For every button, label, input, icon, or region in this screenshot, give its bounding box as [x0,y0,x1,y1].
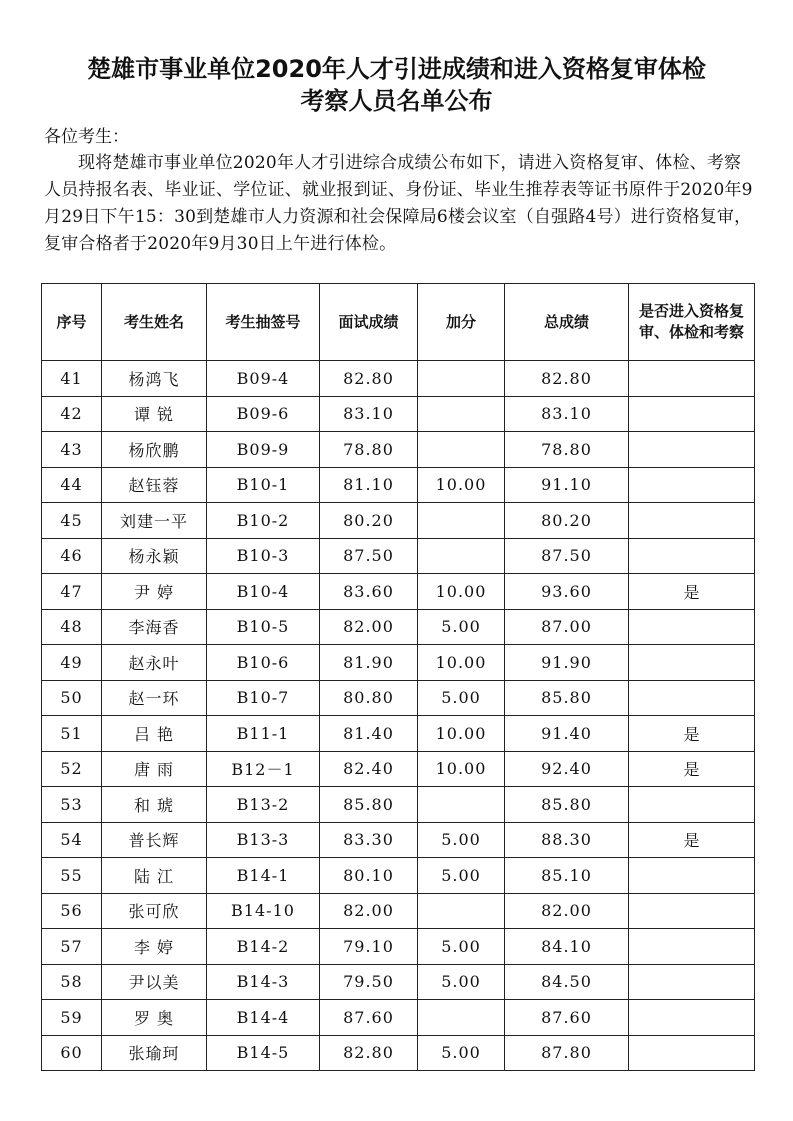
header-status: 是否进入资格复审、体检和考察 [629,284,755,361]
cell-interview: 83.10 [320,396,418,432]
cell-ticket: B10-2 [207,503,320,539]
cell-ticket: B12－1 [207,751,320,787]
table-row [42,929,755,965]
cell-interview: 82.00 [320,609,418,645]
table-row [42,467,755,503]
cell-seq: 52 [42,751,102,787]
header-bonus: 加分 [418,284,505,361]
cell-total: 91.10 [505,467,629,503]
cell-interview: 81.40 [320,716,418,752]
table-row [42,396,755,432]
cell-bonus [418,396,505,432]
cell-status [629,1000,755,1036]
page-title: 楚雄市事业单位2020年人才引进成绩和进入资格复审体检 [87,55,706,83]
cell-ticket: B14-2 [207,929,320,965]
cell-name: 赵永叶 [102,645,207,681]
cell-total: 85.80 [505,787,629,823]
cell-status [629,503,755,539]
cell-status [629,538,755,574]
cell-seq: 59 [42,1000,102,1036]
cell-status: 是 [629,716,755,752]
header-row [42,284,755,361]
table-row [42,716,755,752]
cell-total: 85.10 [505,858,629,894]
cell-interview: 80.80 [320,680,418,716]
cell-total: 84.50 [505,964,629,1000]
cell-seq: 48 [42,609,102,645]
cell-name: 杨鸿飞 [102,361,207,397]
cell-bonus: 10.00 [418,716,505,752]
cell-total: 91.40 [505,716,629,752]
cell-interview: 81.90 [320,645,418,681]
header-name: 考生姓名 [102,284,207,361]
cell-total: 87.50 [505,538,629,574]
table-row [42,1035,755,1071]
cell-bonus: 10.00 [418,645,505,681]
cell-interview: 82.80 [320,361,418,397]
table-row [42,680,755,716]
cell-total: 83.10 [505,396,629,432]
cell-bonus [418,432,505,468]
cell-status: 是 [629,751,755,787]
table-row [42,432,755,468]
cell-total: 87.80 [505,1035,629,1071]
table-row [42,574,755,610]
cell-ticket: B14-4 [207,1000,320,1036]
cell-bonus: 10.00 [418,467,505,503]
cell-name: 李海香 [102,609,207,645]
score-table [41,283,755,1071]
cell-total: 92.40 [505,751,629,787]
cell-seq: 49 [42,645,102,681]
cell-status [629,432,755,468]
cell-interview: 82.80 [320,1035,418,1071]
cell-seq: 53 [42,787,102,823]
cell-name: 唐 雨 [102,751,207,787]
table-row [42,609,755,645]
table-row [42,822,755,858]
table-row [42,645,755,681]
cell-status [629,893,755,929]
cell-status [629,858,755,894]
cell-name: 谭 锐 [102,396,207,432]
cell-status [629,361,755,397]
cell-seq: 56 [42,893,102,929]
cell-ticket: B14-3 [207,964,320,1000]
cell-interview: 82.00 [320,893,418,929]
table-row [42,751,755,787]
cell-name: 尹 婷 [102,574,207,610]
cell-total: 85.80 [505,680,629,716]
cell-seq: 54 [42,822,102,858]
cell-interview: 80.20 [320,503,418,539]
table-row [42,538,755,574]
cell-bonus [418,538,505,574]
cell-bonus [418,893,505,929]
table-row [42,893,755,929]
header-interview: 面试成绩 [320,284,418,361]
cell-bonus: 5.00 [418,858,505,894]
table-row [42,787,755,823]
cell-ticket: B10-5 [207,609,320,645]
cell-seq: 47 [42,574,102,610]
cell-ticket: B13-2 [207,787,320,823]
cell-interview: 78.80 [320,432,418,468]
cell-status [629,964,755,1000]
cell-name: 罗 奥 [102,1000,207,1036]
cell-bonus: 5.00 [418,929,505,965]
cell-total: 78.80 [505,432,629,468]
cell-total: 80.20 [505,503,629,539]
cell-status [629,609,755,645]
cell-ticket: B10-6 [207,645,320,681]
cell-total: 84.10 [505,929,629,965]
cell-bonus: 5.00 [418,964,505,1000]
cell-ticket: B09-4 [207,361,320,397]
cell-status: 是 [629,822,755,858]
cell-total: 82.80 [505,361,629,397]
header-total: 总成绩 [505,284,629,361]
cell-name: 杨永颖 [102,538,207,574]
cell-ticket: B09-9 [207,432,320,468]
cell-seq: 51 [42,716,102,752]
cell-ticket: B10-7 [207,680,320,716]
cell-interview: 85.80 [320,787,418,823]
cell-total: 91.90 [505,645,629,681]
cell-status [629,1035,755,1071]
cell-status [629,396,755,432]
cell-name: 普长辉 [102,822,207,858]
cell-interview: 83.60 [320,574,418,610]
cell-seq: 44 [42,467,102,503]
table-row [42,964,755,1000]
cell-seq: 43 [42,432,102,468]
cell-seq: 42 [42,396,102,432]
cell-status [629,645,755,681]
cell-bonus: 10.00 [418,751,505,787]
cell-name: 陆 江 [102,858,207,894]
cell-interview: 82.40 [320,751,418,787]
cell-total: 87.00 [505,609,629,645]
cell-name: 杨欣鹏 [102,432,207,468]
cell-seq: 46 [42,538,102,574]
cell-name: 张可欣 [102,893,207,929]
cell-seq: 58 [42,964,102,1000]
cell-ticket: B10-4 [207,574,320,610]
header-ticket: 考生抽签号 [207,284,320,361]
table-header [42,284,755,361]
cell-ticket: B10-1 [207,467,320,503]
cell-bonus: 5.00 [418,680,505,716]
cell-name: 李 婷 [102,929,207,965]
table-row [42,1000,755,1036]
cell-bonus [418,787,505,823]
cell-interview: 79.50 [320,964,418,1000]
cell-ticket: B10-3 [207,538,320,574]
cell-status [629,680,755,716]
cell-interview: 87.50 [320,538,418,574]
table-row [42,503,755,539]
cell-seq: 45 [42,503,102,539]
cell-status: 是 [629,574,755,610]
cell-interview: 87.60 [320,1000,418,1036]
cell-interview: 83.30 [320,822,418,858]
cell-interview: 80.10 [320,858,418,894]
table-row [42,858,755,894]
cell-name: 赵钰蓉 [102,467,207,503]
table-body [42,361,755,1071]
cell-ticket: B14-10 [207,893,320,929]
cell-bonus [418,361,505,397]
cell-total: 88.30 [505,822,629,858]
cell-interview: 81.10 [320,467,418,503]
cell-name: 刘建一平 [102,503,207,539]
cell-total: 87.60 [505,1000,629,1036]
cell-bonus: 5.00 [418,609,505,645]
cell-seq: 60 [42,1035,102,1071]
cell-status [629,787,755,823]
cell-ticket: B09-6 [207,396,320,432]
page-subtitle: 考察人员名单公布 [300,87,493,115]
cell-total: 82.00 [505,893,629,929]
cell-seq: 41 [42,361,102,397]
cell-bonus: 5.00 [418,822,505,858]
cell-bonus [418,1000,505,1036]
cell-bonus [418,503,505,539]
cell-name: 赵一环 [102,680,207,716]
salutation: 各位考生： [44,127,129,147]
table-row [42,361,755,397]
cell-ticket: B14-5 [207,1035,320,1071]
cell-name: 尹以美 [102,964,207,1000]
cell-bonus: 10.00 [418,574,505,610]
cell-total: 93.60 [505,574,629,610]
cell-seq: 57 [42,929,102,965]
cell-name: 和 琥 [102,787,207,823]
header-seq: 序号 [42,284,102,361]
notice-paragraph: 现将楚雄市事业单位2020年人才引进综合成绩公布如下，请进入资格复审、体检、考察人员持报名表、毕业证、学位证、就业报到证、身份证、毕业生推荐表等证书原件于2020年9月29日下午15：30到楚雄市人力资源和社会保障局6楼会议室（自强路4号）进行资格复审，复审合格者于2020年9月30日上午进行体检。 [44,153,753,254]
cell-ticket: B13-3 [207,822,320,858]
cell-name: 张瑜珂 [102,1035,207,1071]
cell-seq: 50 [42,680,102,716]
cell-ticket: B11-1 [207,716,320,752]
cell-ticket: B14-1 [207,858,320,894]
cell-status [629,467,755,503]
cell-bonus: 5.00 [418,1035,505,1071]
cell-name: 吕 艳 [102,716,207,752]
cell-interview: 79.10 [320,929,418,965]
cell-seq: 55 [42,858,102,894]
cell-status [629,929,755,965]
